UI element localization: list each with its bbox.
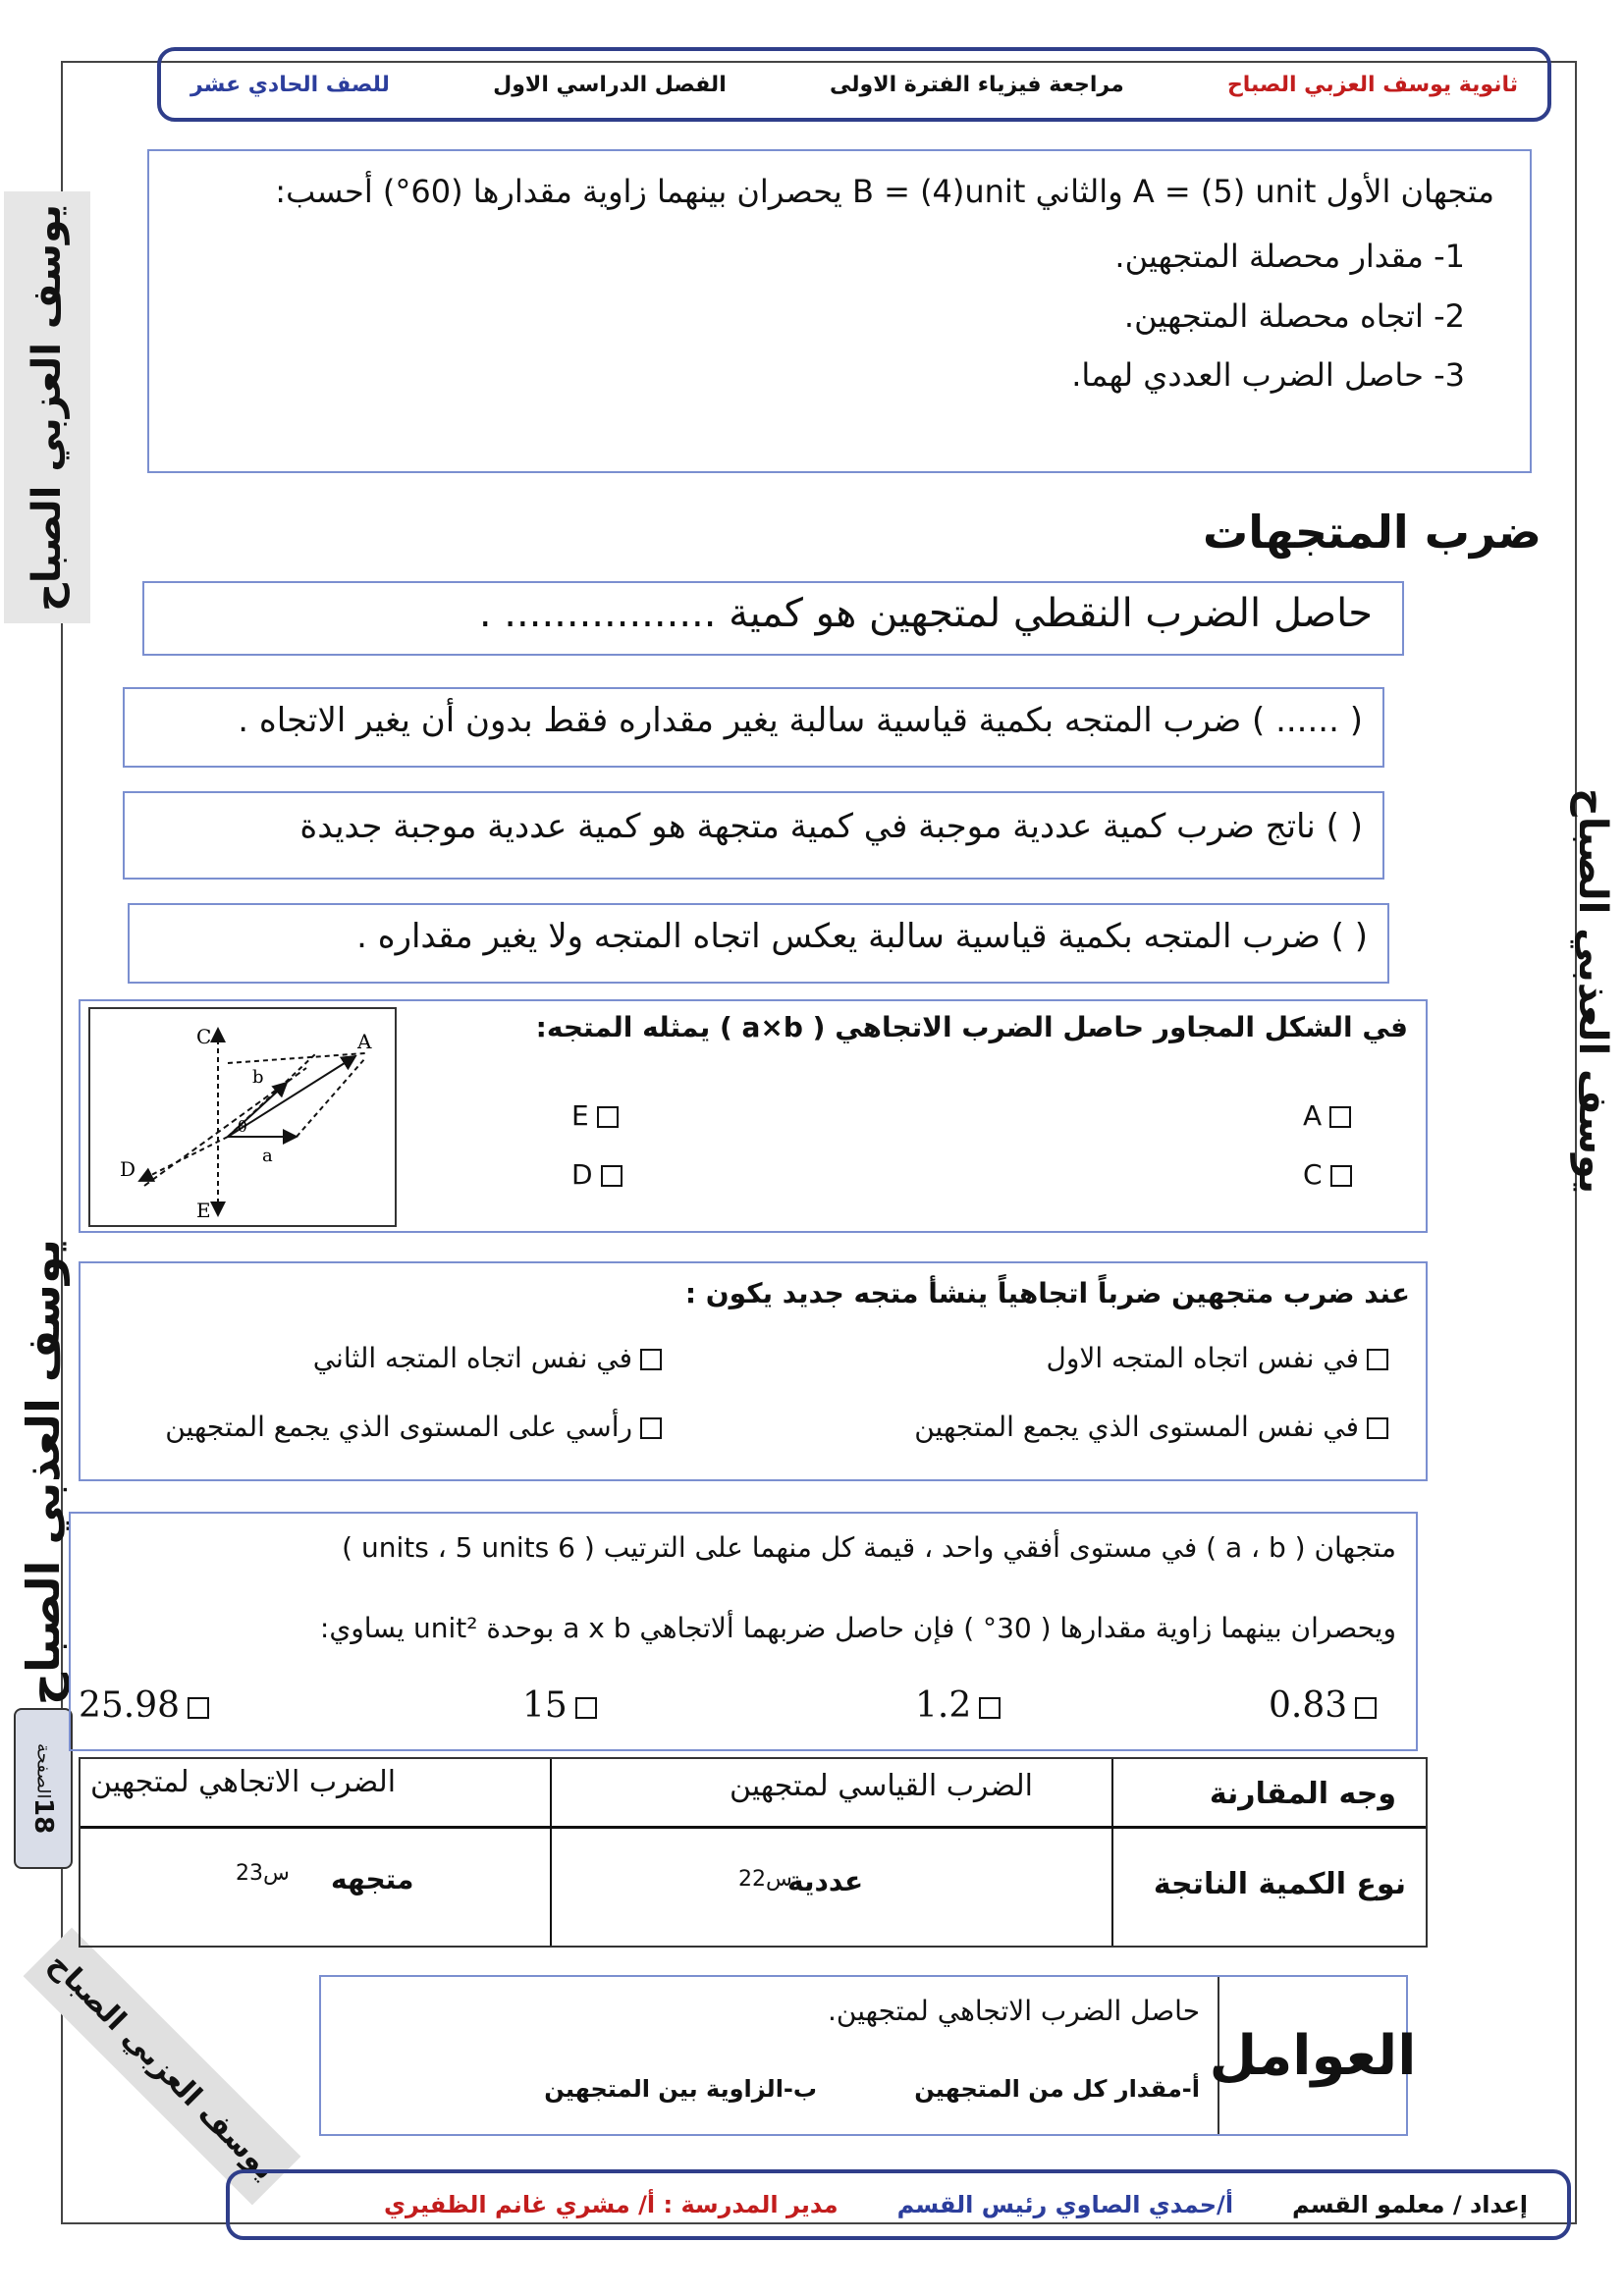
table-divider-v — [1111, 1759, 1113, 1946]
fill-blank-box — [142, 581, 1404, 656]
fill-blank-text: حاصل الضرب النقطي لمتجهين هو كمية ................. . — [478, 591, 1373, 636]
magnitude-box — [69, 1512, 1418, 1751]
label-A: A — [357, 1030, 372, 1053]
table-cell: متجهه — [331, 1863, 414, 1896]
tf-item: ( ) ناتج ضرب كمية عددية موجبة في كمية متجهة هو كمية عددية موجبة جديدة — [123, 791, 1384, 880]
option-A[interactable]: A — [1303, 1099, 1359, 1132]
checkbox[interactable] — [1367, 1349, 1388, 1370]
checkbox[interactable] — [979, 1697, 1001, 1719]
tf-item: ( ...... ) ضرب المتجه بكمية قياسية سالبة يغير مقداره فقط بدون أن يغير الاتجاه . — [123, 687, 1384, 768]
q1-item: 1- مقدار محصلة المتجهين. — [1114, 238, 1465, 276]
factors-a: أ-مقدار كل من المتجهين — [914, 2075, 1200, 2103]
option-1-2[interactable]: 1.2 — [915, 1685, 1008, 1726]
magnitude-line2: ويحصران بينهما زاوية مقدارها ( 30° ) فإن حاصل ضربهما ألاتجاهي a x b بوحدة unit² يساوي: — [319, 1612, 1396, 1644]
checkbox[interactable] — [188, 1697, 209, 1719]
new-vector-box — [79, 1261, 1428, 1481]
checkbox[interactable] — [640, 1417, 662, 1439]
table-cell: عددية — [787, 1865, 864, 1897]
option-25-98[interactable]: 25.98 — [79, 1685, 217, 1726]
label-a: a — [262, 1146, 273, 1166]
label-E: E — [196, 1199, 211, 1222]
review-title: مراجعة فيزياء الفترة الاولى — [830, 72, 1124, 97]
checkbox[interactable] — [1329, 1106, 1351, 1128]
q1-stem: متجهان الأول A = (5) unit والثاني B = (4)unit يحصران بينهما زاوية مقدارها (60°) أحسب: — [275, 173, 1494, 210]
watermark-bottom-left: يوسف العزبي الصباح — [24, 1928, 301, 2206]
table-note: س23 — [236, 1861, 290, 1886]
vector-D-arrow — [139, 1137, 228, 1181]
factors-box — [319, 1975, 1417, 2136]
watermark-left-mid: يوسف العذبي الصباح — [17, 1239, 70, 1706]
checkbox[interactable] — [1355, 1697, 1377, 1719]
watermark-right: يوسف العذبي الصباح — [1570, 788, 1615, 1195]
factors-title: العوامل — [1209, 2023, 1417, 2088]
vector-figure — [88, 1007, 397, 1227]
section-title: ضرب المتجهات — [1203, 506, 1542, 559]
table-divider-h — [81, 1826, 1426, 1829]
factors-stem: حاصل الضرب الاتجاهي لمتجهين. — [828, 1995, 1200, 2027]
compare-table — [79, 1757, 1428, 1948]
grade-title: للصف الحادي عشر — [190, 72, 390, 97]
vector-b-arrow — [228, 1083, 287, 1137]
checkbox[interactable] — [1330, 1165, 1352, 1187]
table-divider-v — [550, 1759, 552, 1946]
watermark-left-top: يوسف العزبي الصباح — [4, 191, 90, 623]
cross-fig-stem: في الشكل المجاور حاصل الضرب الاتجاهي ( a×b ) يمثله المتجه: — [535, 1011, 1408, 1043]
option-C[interactable]: C — [1303, 1158, 1360, 1191]
table-header: وجه المقارنة — [1209, 1777, 1396, 1811]
footer-principal: مدير المدرسة : أ/ مشري غانم الظفيري — [384, 2191, 839, 2218]
tf-item: ( ) ضرب المتجه بكمية قياسية سالبة يعكس اتجاه المتجه ولا يغير مقداره . — [128, 903, 1389, 984]
table-header: الضرب القياسي لمتجهين — [730, 1769, 1033, 1803]
vector-diagram — [90, 1009, 395, 1225]
option-second-direction[interactable]: في نفس اتجاه المتجه الثاني — [313, 1342, 670, 1374]
footer-head: أ/حمدي الصاوي رئيس القسم — [896, 2191, 1234, 2218]
footer-bar — [226, 2169, 1571, 2240]
magnitude-line1: متجهان ( a ، b ) في مستوى أفقي واحد ، قيمة كل منهما على الترتيب ( 6 units ، 5 units ) — [342, 1531, 1396, 1564]
header-bar — [157, 47, 1551, 122]
checkbox[interactable] — [1367, 1417, 1388, 1439]
cross-fig-box — [79, 999, 1428, 1233]
option-E[interactable]: E — [571, 1099, 626, 1132]
table-cell: نوع الكمية الناتجة — [1153, 1867, 1406, 1901]
table-header: الضرب الاتجاهي لمتجهين — [90, 1765, 397, 1799]
factors-title-box — [1209, 1977, 1417, 2134]
q1-box — [147, 149, 1532, 473]
option-same-plane[interactable]: في نفس المستوى الذي يجمع المتجهين — [914, 1411, 1396, 1443]
label-D: D — [120, 1157, 136, 1181]
option-0-83[interactable]: 0.83 — [1269, 1685, 1384, 1726]
factors-b: ب-الزاوية بين المتجهين — [544, 2075, 817, 2103]
label-theta: θ — [238, 1117, 247, 1136]
q1-item: 2- اتجاه محصلة المتجهين. — [1123, 296, 1465, 335]
label-b: b — [252, 1067, 264, 1088]
option-perpendicular[interactable]: رأسي على المستوى الذي يجمع المتجهين — [165, 1411, 670, 1443]
option-D[interactable]: D — [571, 1158, 630, 1191]
new-vector-stem: عند ضرب متجهين ضرباً اتجاهياً ينشأ متجه جديد يكون : — [684, 1277, 1410, 1309]
school-name: ثانوية يوسف العزبي الصباح — [1226, 72, 1518, 97]
term-title: الفصل الدراسي الاول — [493, 72, 727, 97]
checkbox[interactable] — [640, 1349, 662, 1370]
checkbox[interactable] — [575, 1697, 597, 1719]
checkbox[interactable] — [597, 1106, 619, 1128]
page-number-tab: الصفحة 18 — [14, 1708, 73, 1869]
option-15[interactable]: 15 — [522, 1685, 605, 1726]
label-C: C — [196, 1025, 212, 1048]
footer-prepared: إعداد / معلمو القسم — [1292, 2191, 1528, 2218]
table-note: س22 — [738, 1867, 792, 1892]
option-first-direction[interactable]: في نفس اتجاه المتجه الاول — [1047, 1342, 1396, 1374]
q1-item: 3- حاصل الضرب العددي لهما. — [1071, 356, 1465, 395]
checkbox[interactable] — [601, 1165, 623, 1187]
